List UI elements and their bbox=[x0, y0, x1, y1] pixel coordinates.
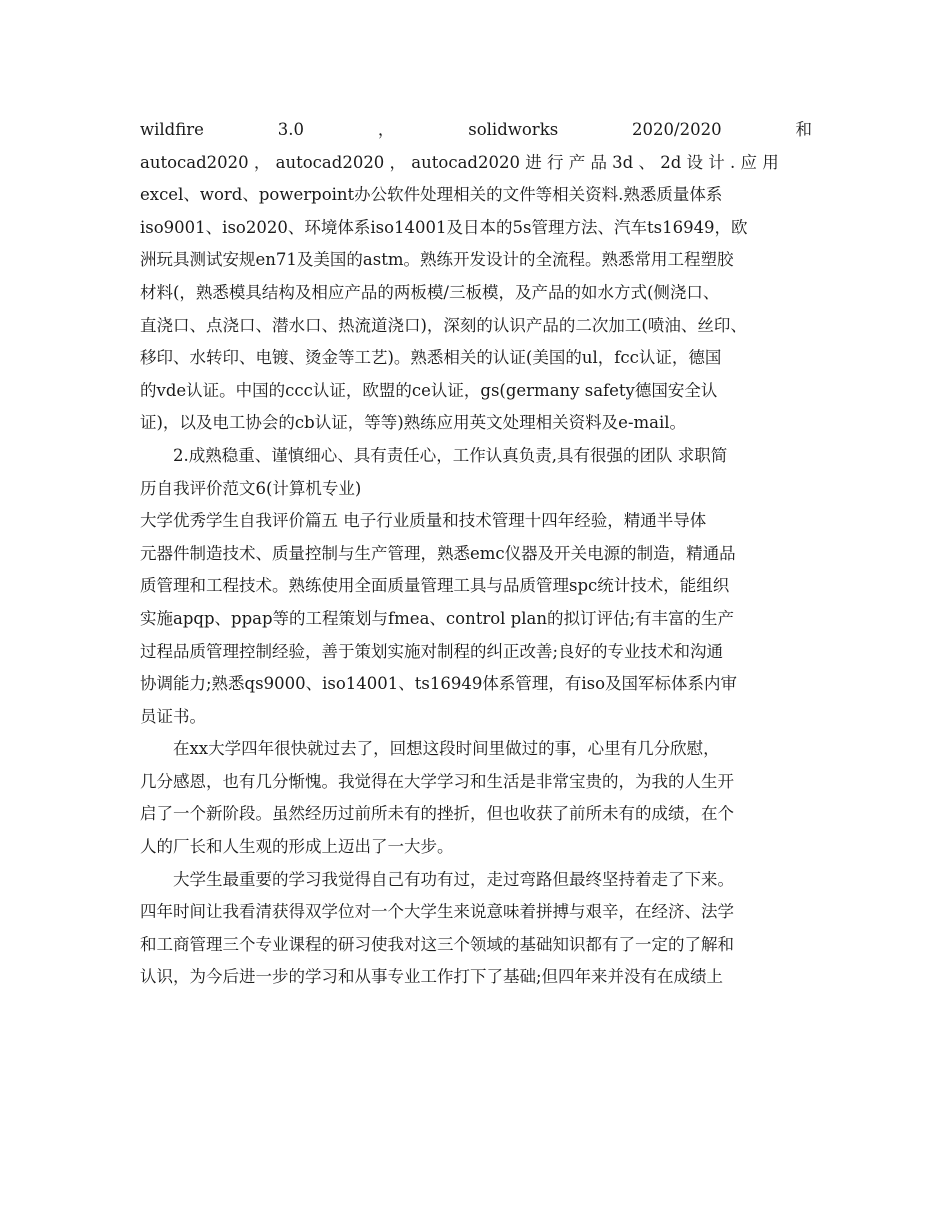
text-line: 历自我评价范文6(计算机专业) bbox=[140, 478, 362, 498]
text-line: 和工商管理三个专业课程的研习使我对这三个领域的基础知识都有了一定的了解和 bbox=[140, 934, 734, 954]
text-line: 材料(，熟悉模具结构及相应产品的两板模/三板模，及产品的如水方式(侧浇口、 bbox=[140, 282, 720, 302]
text-line: 直浇口、点浇口、潜水口、热流道浇口)，深刻的认识产品的二次加工(喷油、丝印、 bbox=[140, 315, 747, 335]
text-line: autocad2020 ， autocad2020 ， autocad2020 进 行 产 品 3d 、 2d 设 计 . 应 用 bbox=[140, 152, 779, 172]
first-line bbox=[140, 114, 812, 147]
text-line: 质管理和工程技术。熟练使用全面质量管理工具与品质管理spc统计技术，能组织 bbox=[140, 576, 730, 596]
text-line: 洲玩具测试安规en71及美国的astm。熟练开发设计的全流程。熟悉常用工程塑胶 bbox=[140, 250, 734, 270]
text-line: 员证书。 bbox=[140, 706, 206, 726]
text-line: 启了一个新阶段。虽然经历过前所未有的挫折，但也收获了前所未有的成绩，在个 bbox=[140, 804, 734, 824]
text-line: 人的厂长和人生观的形成上迈出了一大步。 bbox=[140, 837, 454, 857]
text-line: 在xx大学四年很快就过去了，回想这段时间里做过的事，心里有几分欣慰， bbox=[173, 739, 720, 759]
text-line: iso9001、iso2020、环境体系iso14001及日本的5s管理方法、汽车ts16949，欧 bbox=[140, 217, 748, 237]
text-line: 2.成熟稳重、谨慎细心、具有责任心，工作认真负责,具有很强的团队 求职简 bbox=[173, 445, 728, 465]
text-fragment: 2020/2020 bbox=[632, 120, 722, 139]
text-line: 元器件制造技术、质量控制与生产管理，熟悉emc仪器及开关电源的制造，精通品 bbox=[140, 543, 736, 563]
text-line: 大学优秀学生自我评价篇五 电子行业质量和技术管理十四年经验，精通半导体 bbox=[140, 511, 707, 531]
text-line: 实施apqp、ppap等的工程策划与fmea、control plan的拟订评估;有丰富的生产 bbox=[140, 608, 735, 628]
text-line: 移印、水转印、电镀、烫金等工艺)。熟悉相关的认证(美国的ul，fcc认证，德国 bbox=[140, 348, 722, 368]
text-line: excel、word、powerpoint办公软件处理相关的文件等相关资料.熟悉质量体系 bbox=[140, 185, 723, 205]
text-line: 过程品质管理控制经验，善于策划实施对制程的纠正改善;良好的专业技术和沟通 bbox=[140, 641, 724, 661]
document-page bbox=[140, 114, 812, 994]
text-line: 协调能力;熟悉qs9000、iso14001、ts16949体系管理，有iso及国军标体系内审 bbox=[140, 674, 738, 694]
text-fragment: solidworks bbox=[468, 120, 559, 139]
text-line: 的vde认证。中国的ccc认证，欧盟的ce认证，gs(germany safety德国安全认 bbox=[140, 380, 718, 400]
text-line: 四年时间让我看清获得双学位对一个大学生来说意味着拼搏与艰辛，在经济、法学 bbox=[140, 902, 734, 922]
text-line: 证)，以及电工协会的cb认证，等等)熟练应用英文处理相关资料及e-mail。 bbox=[140, 413, 687, 433]
text-line: 大学生最重要的学习我觉得自己有功有过，走过弯路但最终坚持着走了下来。 bbox=[173, 869, 734, 889]
text-line: 几分感恩，也有几分惭愧。我觉得在大学学习和生活是非常宝贵的，为我的人生开 bbox=[140, 771, 734, 791]
text-line: 认识，为今后进一步的学习和从事专业工作打下了基础;但四年来并没有在成绩上 bbox=[140, 967, 724, 987]
text-fragment: ， bbox=[377, 120, 395, 139]
text-fragment: wildfire bbox=[140, 120, 204, 139]
text-fragment: 3.0 bbox=[277, 120, 305, 139]
text-fragment: 和 bbox=[795, 120, 812, 139]
